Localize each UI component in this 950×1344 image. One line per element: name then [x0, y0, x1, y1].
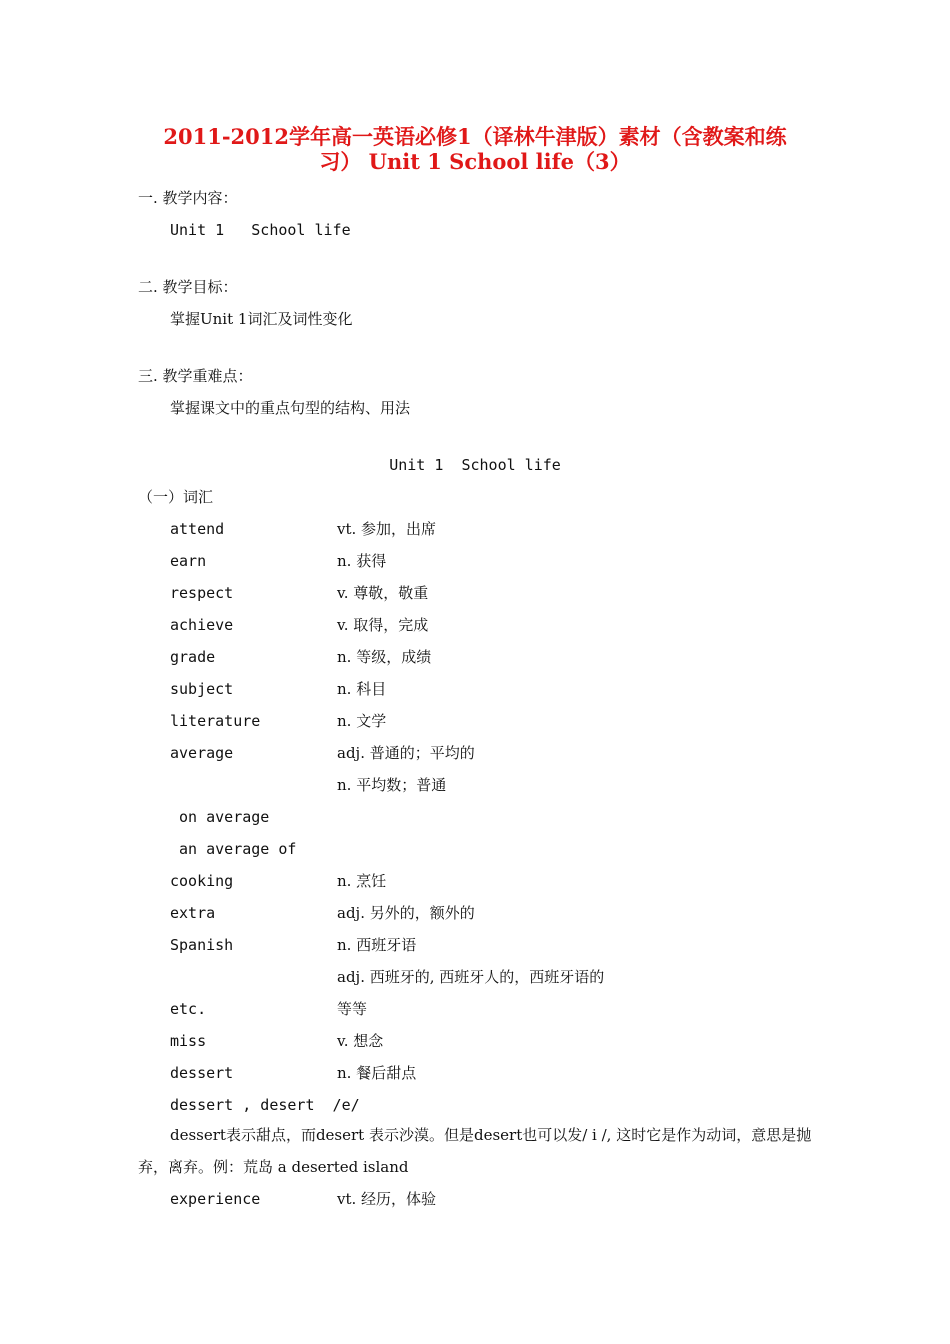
section-content-unit: Unit 1 School life — [170, 221, 351, 239]
document-title-line-1: 2011-2012学年高一英语必修1（译林牛津版）素材（含教案和练 — [163, 124, 787, 149]
section-heading-goals: 二. 教学目标： — [138, 278, 238, 296]
vocab-word: etc. — [170, 1000, 207, 1018]
vocab-phrase: an average of — [170, 840, 297, 858]
vocab-word: literature — [170, 712, 261, 730]
vocab-comparison: dessert , desert /e/ — [170, 1096, 360, 1114]
unit-heading: Unit 1 School life — [389, 456, 561, 474]
vocab-def: vt. 经历，体验 — [337, 1190, 437, 1208]
vocab-word: grade — [170, 648, 216, 666]
vocab-word: attend — [170, 520, 225, 538]
vocab-def: n. 获得 — [337, 552, 387, 570]
document-title-line-2: 习） Unit 1 School life（3） — [319, 149, 631, 174]
section-heading-content: 一. 教学内容： — [138, 189, 238, 207]
vocab-word: subject — [170, 680, 234, 698]
vocab-word: miss — [170, 1032, 207, 1050]
dessert-desert-note: dessert表示甜点，而desert 表示沙漠。但是desert也可以发/ i /, 这时它是作为动词，意思是抛弃，离弃。例：荒岛 a deserted island — [138, 1126, 812, 1176]
vocab-def: n. 餐后甜点 — [337, 1064, 417, 1082]
vocab-def: n. 烹饪 — [337, 872, 387, 890]
vocab-word: Spanish — [170, 936, 234, 954]
vocab-def: adj. 普通的；平均的 — [337, 744, 475, 762]
vocab-def: v. 尊敬，敬重 — [337, 584, 429, 602]
vocab-def: n. 等级，成绩 — [337, 648, 432, 666]
vocab-def: v. 想念 — [337, 1032, 384, 1050]
vocab-word: achieve — [170, 616, 234, 634]
vocab-word: average — [170, 744, 234, 762]
vocab-word: respect — [170, 584, 234, 602]
vocab-def: n. 文学 — [337, 712, 387, 730]
section-content-goals: 掌握Unit 1词汇及词性变化 — [170, 310, 353, 328]
vocab-word: earn — [170, 552, 207, 570]
vocab-def: vt. 参加，出席 — [337, 520, 437, 538]
vocab-phrase: on average — [170, 808, 270, 826]
section-content-difficulties: 掌握课文中的重点句型的结构、用法 — [170, 399, 411, 417]
vocab-heading: （一）词汇 — [138, 488, 214, 506]
vocab-def: n. 科目 — [337, 680, 387, 698]
vocab-word: experience — [170, 1190, 261, 1208]
vocab-def: n. 西班牙语 — [337, 936, 417, 954]
vocab-word: dessert — [170, 1064, 234, 1082]
section-heading-difficulties: 三. 教学重难点： — [138, 367, 253, 385]
vocab-def: adj. 另外的，额外的 — [337, 904, 475, 922]
vocab-word: cooking — [170, 872, 234, 890]
vocab-def: 等等 — [337, 1000, 368, 1018]
vocab-def: n. 平均数；普通 — [337, 776, 447, 794]
vocab-def: adj. 西班牙的, 西班牙人的，西班牙语的 — [337, 968, 605, 986]
vocab-word: extra — [170, 904, 216, 922]
vocab-def: v. 取得，完成 — [337, 616, 429, 634]
